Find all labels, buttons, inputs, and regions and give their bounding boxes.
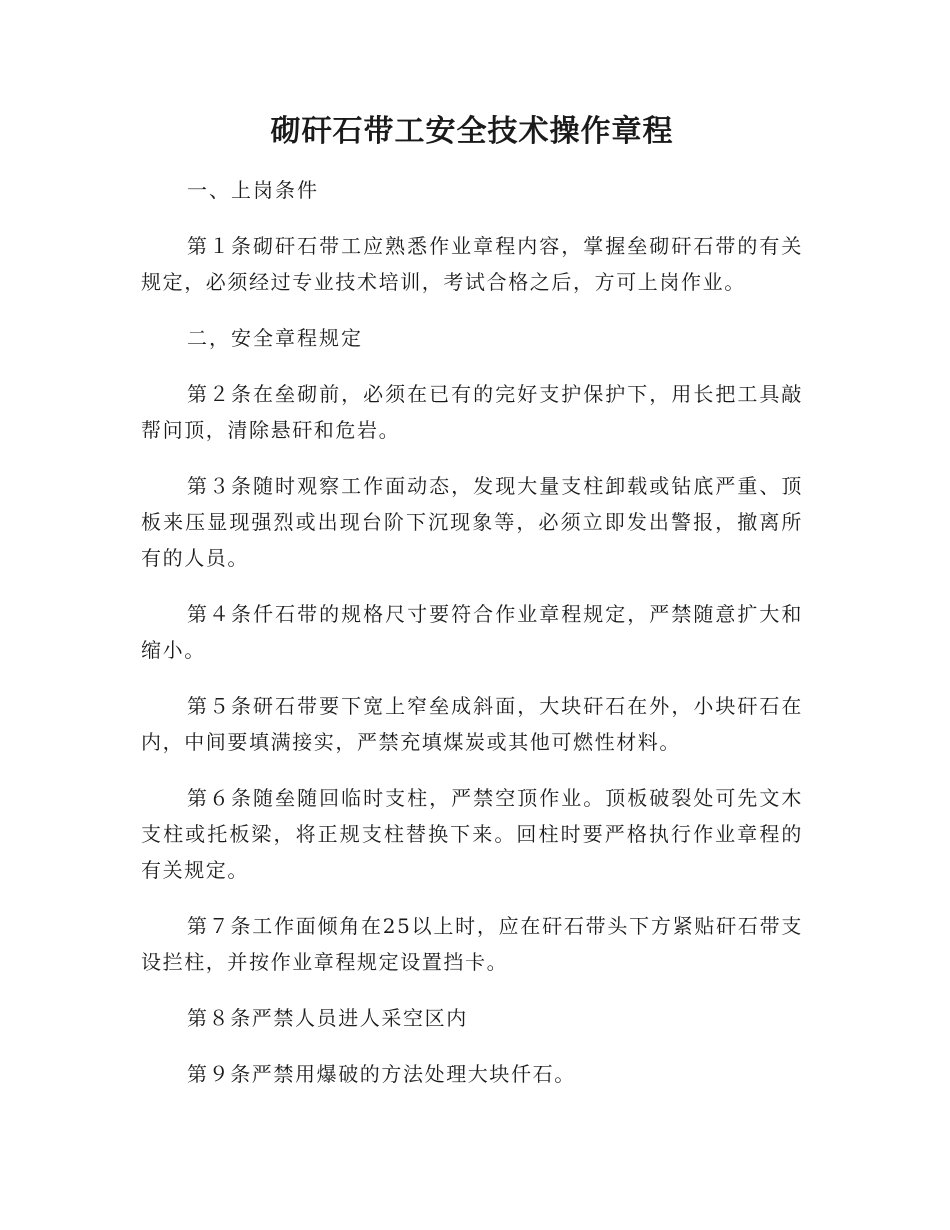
section-heading-qualifications: 一、上岗条件	[187, 178, 319, 202]
article-1: 第１条砌矸石带工应熟悉作业章程内容，掌握垒砌矸石带的有关规定，必须经过专业技术培训，考试合格之后，方可上岗作业。	[141, 234, 803, 294]
article-8: 第８条严禁人员进人采空区内	[187, 1006, 468, 1030]
article-6: 第６条随垒随回临时支柱，严禁空顶作业。顶板破裂处可先文木支柱或托板梁，将正规支柱替换下来。回柱时要严格执行作业章程的有关规定。	[141, 786, 803, 882]
section-heading-safety-rules: 二，安全章程规定	[187, 326, 363, 350]
document-title: 砌矸石带工安全技术操作章程	[270, 114, 674, 149]
document-page	[141, 110, 803, 1112]
article-9: 第９条严禁用爆破的方法处理大块仟石。	[187, 1062, 576, 1086]
article-4: 第４条仟石带的规格尺寸要符合作业章程规定，严禁随意扩大和缩小。	[141, 602, 803, 662]
article-5: 第５条研石带要下宽上窄垒成斜面，大块矸石在外，小块矸石在内，中间要填满接实，严禁充填煤炭或其他可燃性材料。	[141, 694, 803, 754]
article-2: 第２条在垒砌前，必须在已有的完好支护保护下，用长把工具敲帮问顶，清除悬矸和危岩。	[141, 382, 803, 442]
article-7: 第７条工作面倾角在25以上时，应在矸石带头下方紧贴矸石带支设拦柱，并按作业章程规定设置挡卡。	[141, 914, 803, 974]
article-3: 第３条随时观察工作面动态，发现大量支柱卸载或钻底严重、顶板来压显现强烈或出现台阶下沉现象等，必须立即发出警报，撤离所有的人员。	[141, 474, 803, 570]
